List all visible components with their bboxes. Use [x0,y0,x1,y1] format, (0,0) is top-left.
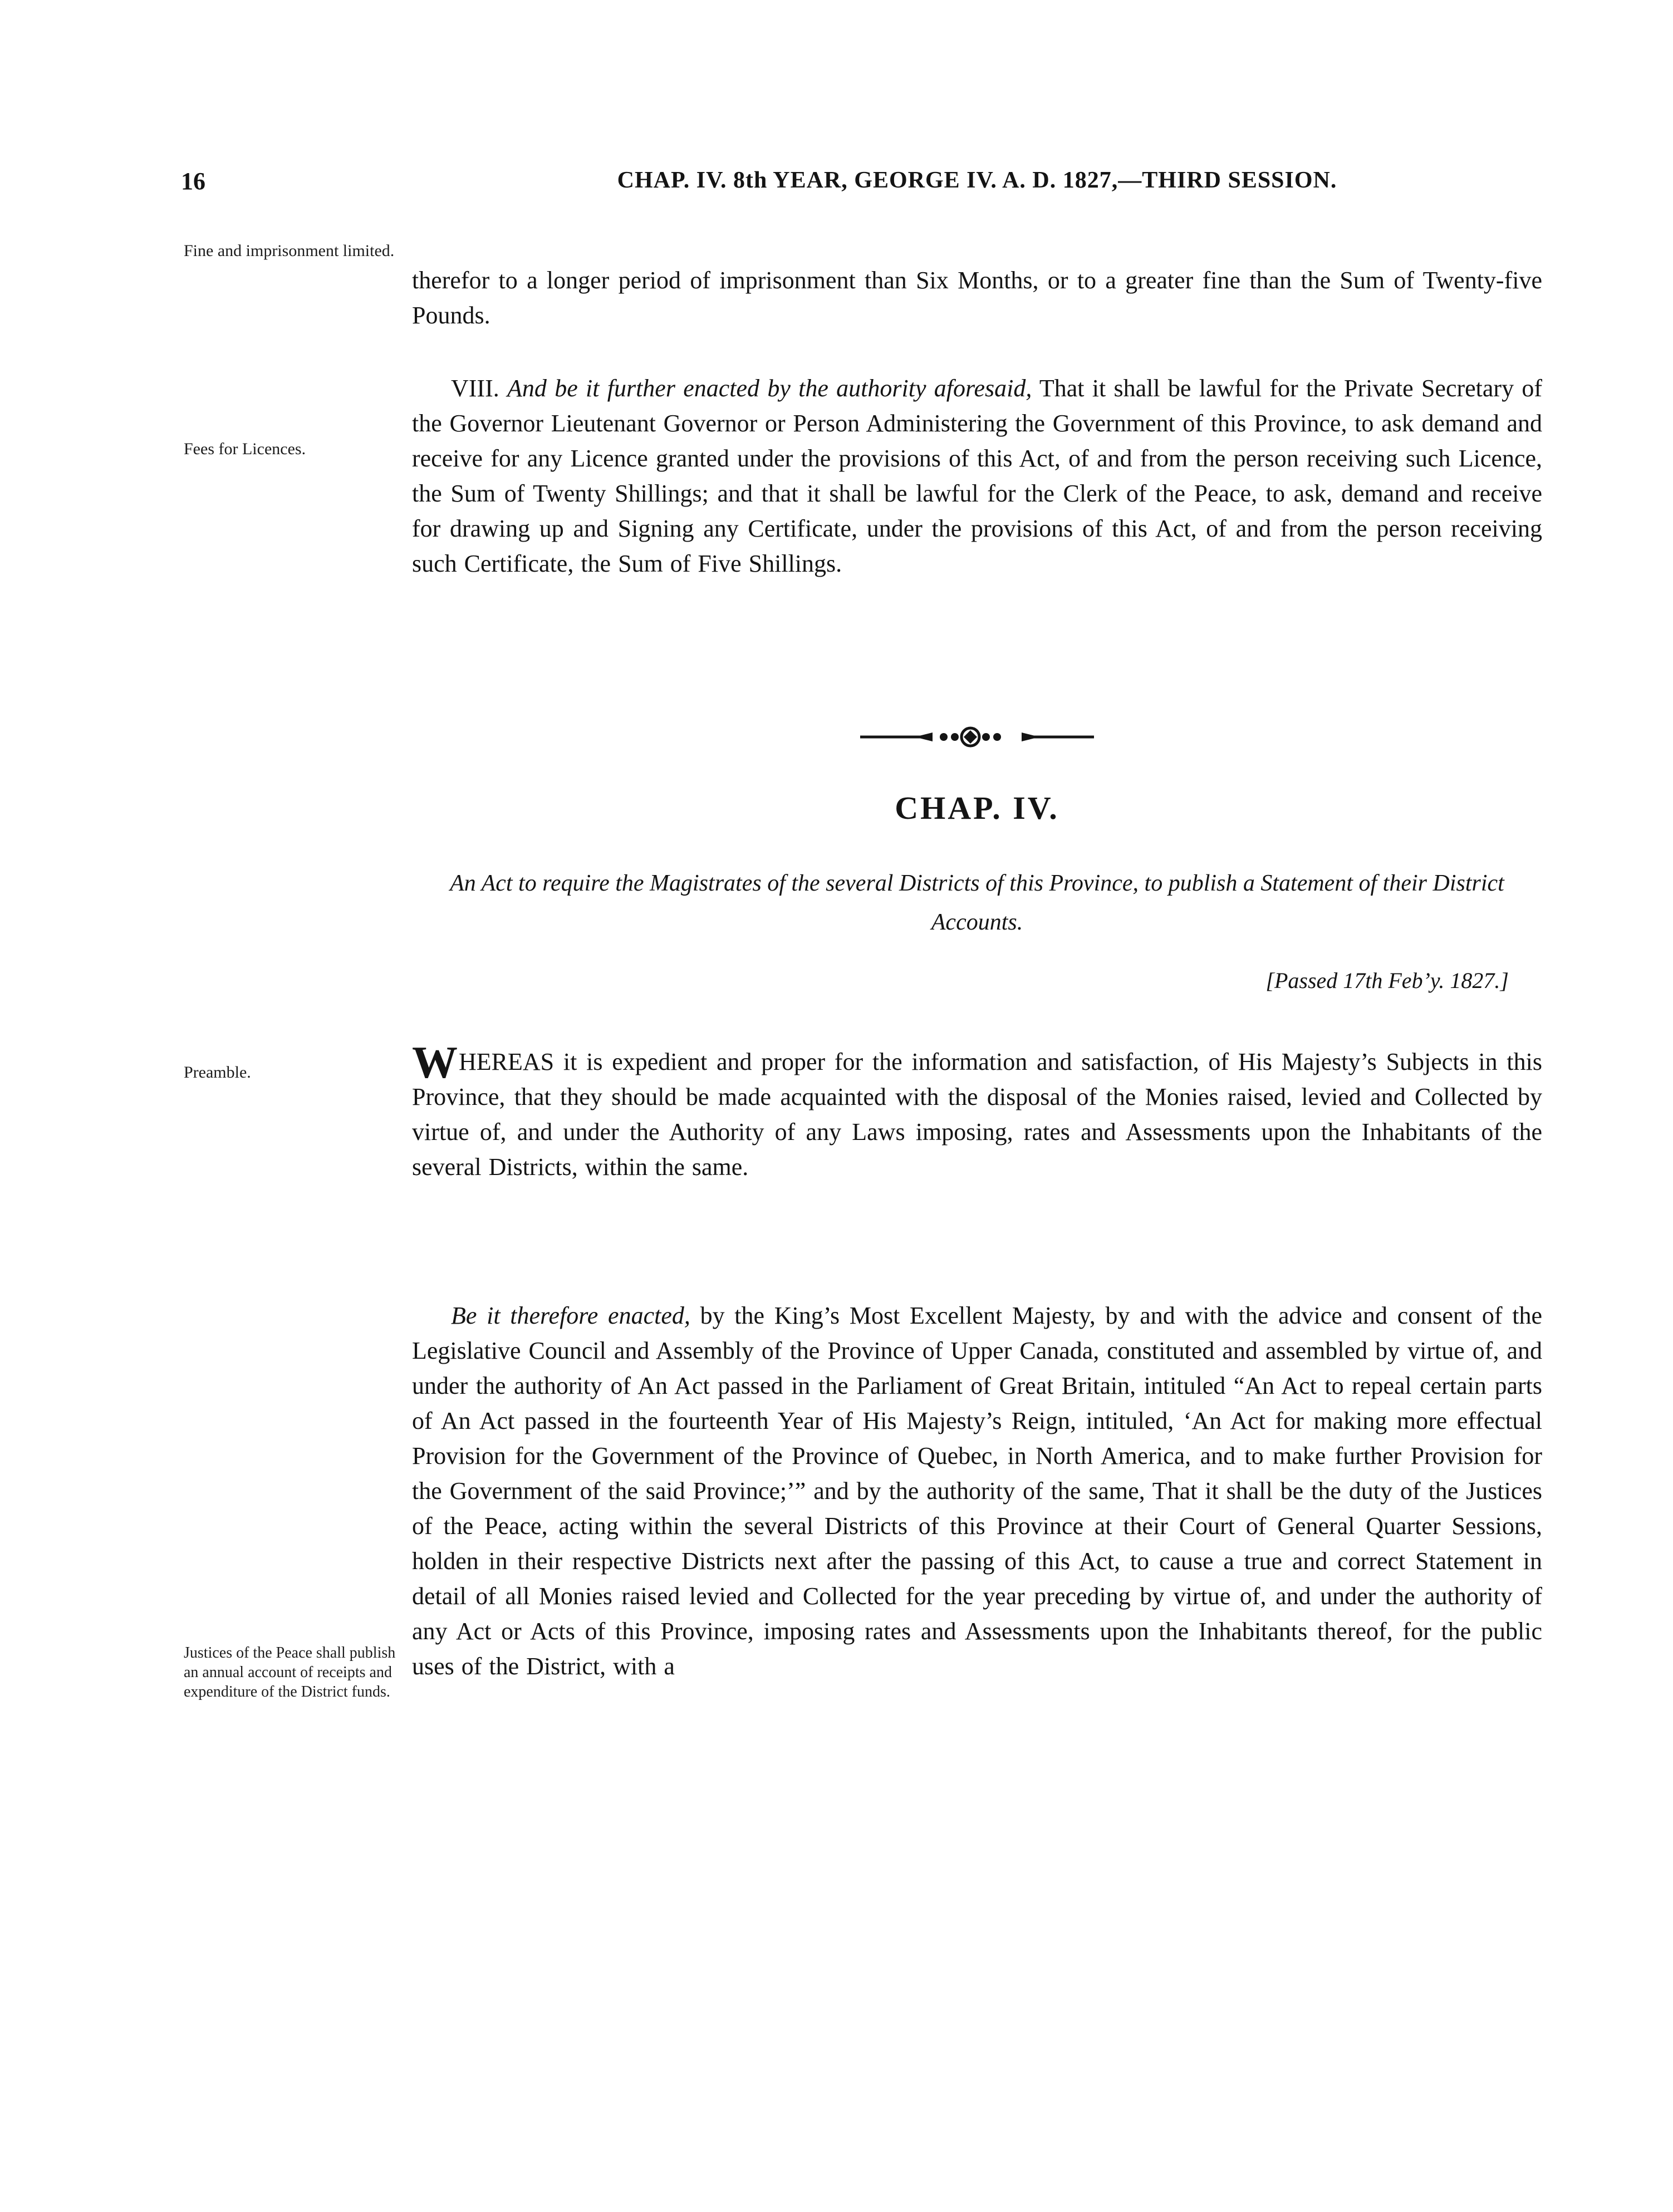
paragraph-continuation [412,263,1542,333]
preamble-text: HEREAS it is expedient and proper for the information and satisfaction, of His Majesty’s Subjects in this Province, that they should be made acquainted with the disposal of the Monies raised, levied and Collected by virtue of, and under the Authority of any Laws imposing, rates and Assessments upon the Inhabitants of the several Districts, within the same. [412,1048,1542,1181]
ornament-divider [412,725,1542,749]
enactment-lead: Be it therefore enacted, [451,1302,690,1329]
margin-note-justices-publish: Justices of the Peace shall publish an annual account of receipts and expenditure of the District funds. [184,1644,396,1700]
running-header: CHAP. IV. 8th YEAR, GEORGE IV. A. D. 1827,—THIRD SESSION. [617,168,1337,193]
paragraph-preamble [412,1037,1542,1184]
paragraph-section-viii [412,371,1542,581]
section-body: That it shall be lawful for the Private Secretary of the Governor Lieutenant Governor or Person Administering the Government of this Province, to ask demand and receive for any Licence granted under the provisions of this Act, of and from the person receiving such Licence, the Sum of Twenty Shillings; and that it shall be lawful for the Clerk of the Peace, to ask, demand and receive for drawing up and Signing any Certificate, under the provisions of this Act, of and from the person receiving such Certificate, the Sum of Five Shillings. [412,375,1543,577]
chapter-heading: CHAP. IV. [895,790,1059,826]
enactment-text: by the King’s Most Excellent Majesty, by and with the advice and consent of the Legislative Council and Assembly of the Province of Upper Canada, constituted and assembled by virtue of, and under the authority of An Act passed in the Parliament of Great Britain, intituled “An Act to repeal certain parts of An Act passed in the fourteenth Year of His Majesty’s Reign, intituled, ‘An Act for making more effectual Provision for the Government of the Province of Quebec, in North America, and to make further Provision for the Government of the said Province;’” and by the authority of the same, That it shall be the duty of the Justices of the Peace, acting within the several Districts of this Province at their Court of General Quarter Sessions, holden in their respective Districts next after the passing of this Act, to cause a true and correct Statement in detail of all Monies raised levied and Collected for the year preceding by virtue of, and under the authority of any Act or Acts of this Province, imposing rates and Assessments upon the Inhabitants thereof, for the public uses of the District, with a [412,1302,1542,1680]
page-number: 16 [181,168,205,195]
continuation-text: therefor to a longer period of imprisonment than Six Months, or to a greater fine than the Sum of Twenty-five Pounds. [412,267,1542,329]
paragraph-enactment [412,1298,1542,1684]
margin-note-fees-licences: Fees for Licences. [184,440,306,458]
fleuron-divider-icon [860,725,1094,749]
margin-note-fine-limited: Fine and imprisonment limited. [184,242,395,260]
section-number: VIII. [451,375,499,402]
passed-date: [Passed 17th Feb’y. 1827.] [1265,968,1509,993]
margin-note-preamble: Preamble. [184,1063,251,1082]
dropcap-w: W [412,1037,459,1088]
act-title: An Act to require the Magistrates of the several Districts of this Province, to publish a Statement of their District Accounts. [450,871,1504,935]
enacting-clause: And be it further enacted by the authority aforesaid, [507,375,1032,402]
